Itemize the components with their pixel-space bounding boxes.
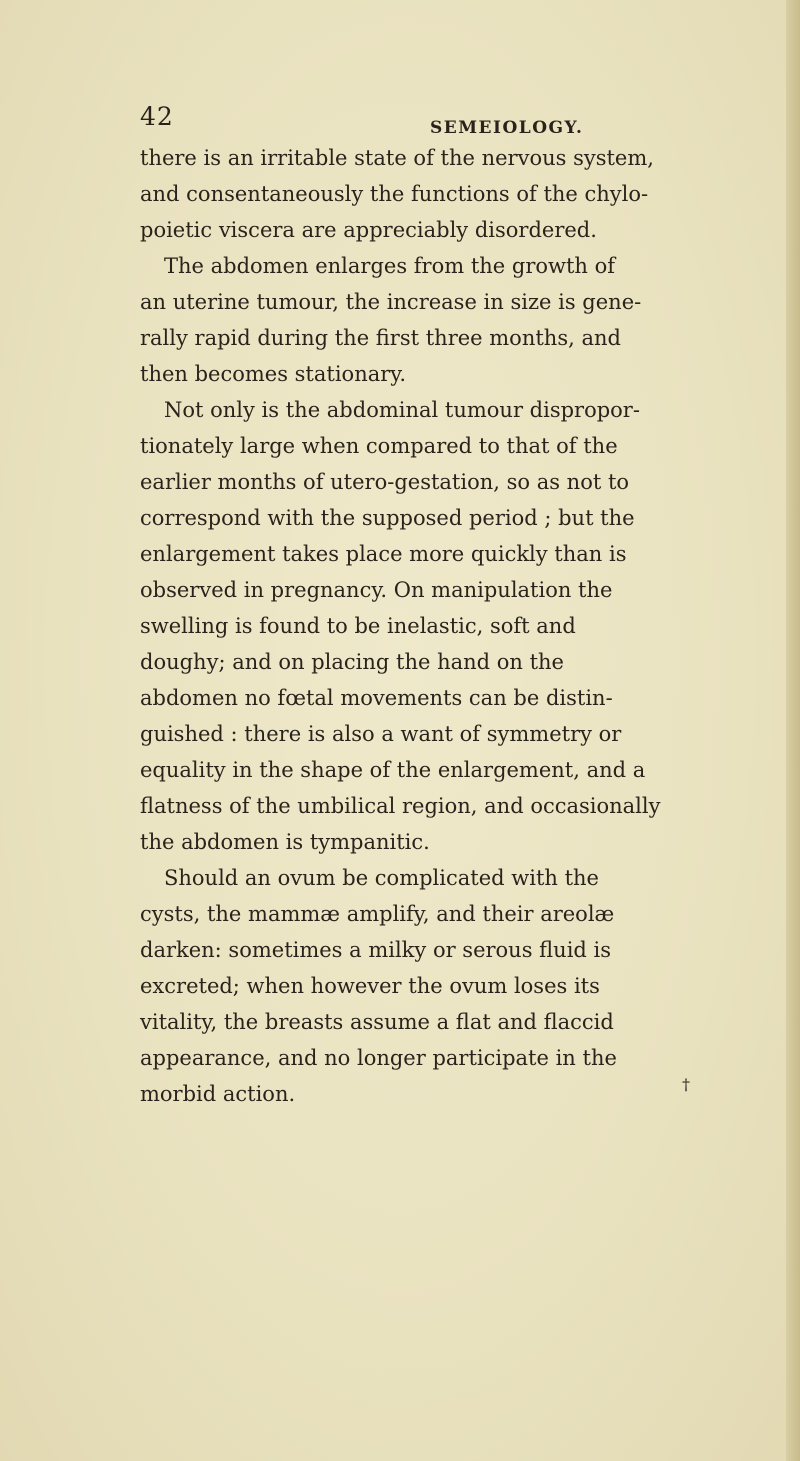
text-line: the abdomen is tympanitic. (140, 830, 430, 854)
text-line: guished : there is also a want of symmetry or (140, 722, 622, 746)
text-line: abdomen no fœtal movements can be distin- (140, 686, 613, 710)
text-line: swelling is found to be inelastic, soft and (140, 614, 576, 638)
page-number: 42 (140, 102, 174, 131)
text-line: darken: sometimes a milky or serous fluid is (140, 938, 612, 962)
text-line: Should an ovum be complicated with the (164, 866, 599, 890)
text-line: cysts, the mammæ amplify, and their areolæ (140, 902, 615, 926)
text-line: observed in pregnancy. On manipulation the (140, 578, 613, 602)
text-line: The abdomen enlarges from the growth of (164, 254, 616, 278)
text-line: Not only is the abdominal tumour dispropor- (164, 398, 640, 422)
text-line: enlargement takes place more quickly than is (140, 542, 627, 566)
text-line: and consentaneously the functions of the chylo- (140, 182, 649, 206)
text-line: morbid action. (140, 1082, 296, 1106)
text-line: an uterine tumour, the increase in size is gene- (140, 290, 642, 314)
dagger-mark: † (682, 1075, 690, 1094)
text-line: excreted; when however the ovum loses its (140, 974, 600, 998)
page-edge (786, 0, 800, 1461)
running-head: SEMEIOLOGY. (430, 118, 584, 138)
text-line: appearance, and no longer participate in the (140, 1046, 617, 1070)
text-line: then becomes stationary. (140, 362, 407, 386)
text-line: doughy; and on placing the hand on the (140, 650, 564, 674)
text-line: rally rapid during the first three months, and (140, 326, 621, 350)
text-line: equality in the shape of the enlargement, and a (140, 758, 646, 782)
text-line: there is an irritable state of the nervous system, (140, 146, 654, 170)
text-line: earlier months of utero-gestation, so as not to (140, 470, 630, 494)
text-line: correspond with the supposed period ; but the (140, 506, 635, 530)
text-line: vitality, the breasts assume a flat and flaccid (140, 1010, 614, 1034)
text-line: tionately large when compared to that of the (140, 434, 618, 458)
text-line: poietic viscera are appreciably disordered. (140, 218, 597, 242)
page-header (140, 102, 740, 142)
text-line: flatness of the umbilical region, and occasionally (140, 794, 661, 818)
